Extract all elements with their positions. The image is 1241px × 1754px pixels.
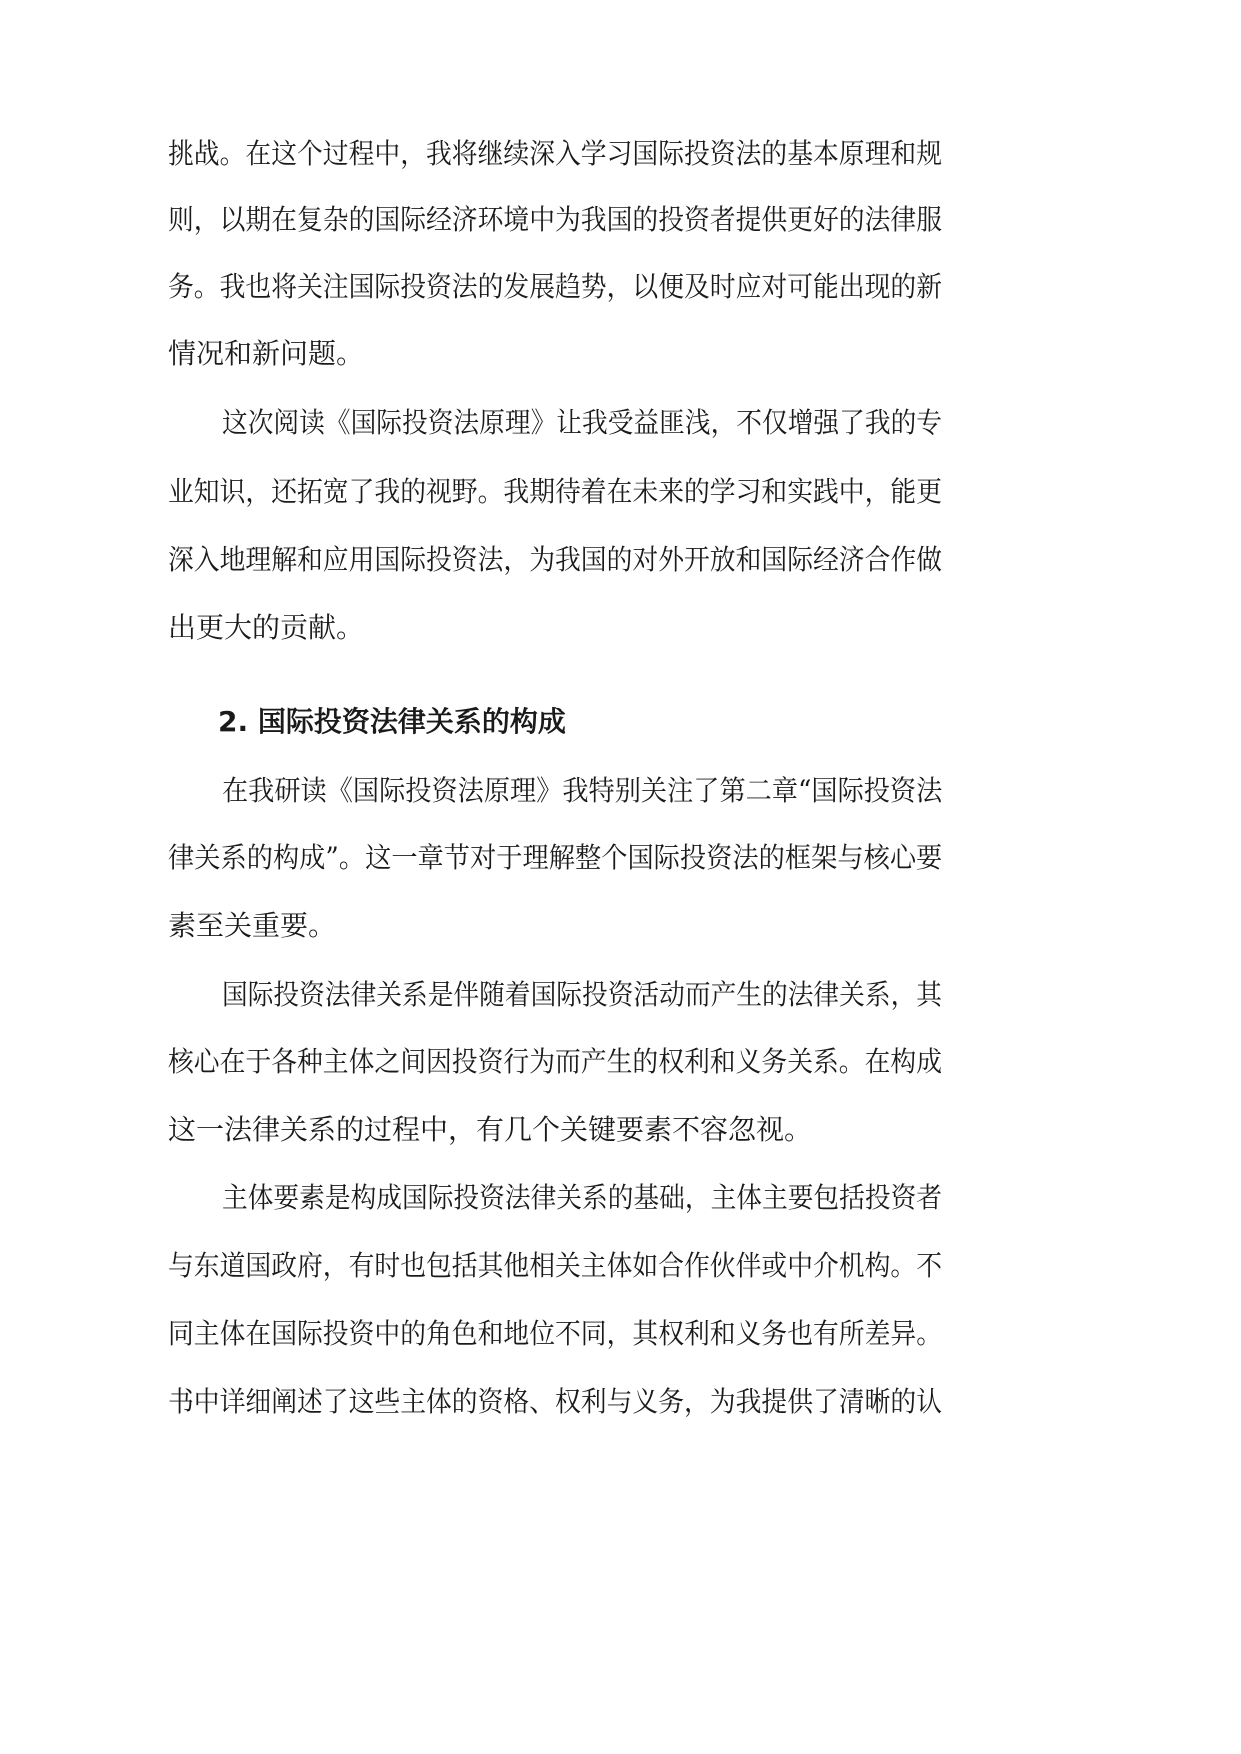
text-line: 出更大的贡献。	[168, 611, 365, 644]
text-line: 书中详细阐述了这些主体的资格、权利与义务，为我提供了清晰的认	[168, 1385, 943, 1418]
text-line: 务。我也将关注国际投资法的发展趋势，以便及时应对可能出现的新	[168, 270, 943, 303]
text-line: 国际投资法律关系是伴随着国际投资活动而产生的法律关系，其	[222, 978, 943, 1011]
text-line: 这次阅读《国际投资法原理》让我受益匪浅，不仅增强了我的专	[222, 406, 943, 439]
text-line: 则，以期在复杂的国际经济环境中为我国的投资者提供更好的法律服	[168, 203, 943, 236]
section-heading: 2. 国际投资法律关系的构成	[218, 705, 566, 738]
text-line: 情况和新问题。	[168, 337, 365, 370]
text-line: 深入地理解和应用国际投资法，为我国的对外开放和国际经济合作做	[168, 543, 943, 576]
text-line: 素至关重要。	[168, 909, 337, 942]
text-line: 业知识，还拓宽了我的视野。我期待着在未来的学习和实践中，能更	[168, 475, 943, 508]
text-line: 挑战。在这个过程中，我将继续深入学习国际投资法的基本原理和规	[168, 137, 943, 170]
text-line: 同主体在国际投资中的角色和地位不同，其权利和义务也有所差异。	[168, 1317, 943, 1350]
text-line: 这一法律关系的过程中，有几个关键要素不容忽视。	[168, 1113, 813, 1146]
text-line: 主体要素是构成国际投资法律关系的基础，主体主要包括投资者	[222, 1181, 943, 1214]
text-line: 与东道国政府，有时也包括其他相关主体如合作伙伴或中介机构。不	[168, 1249, 943, 1282]
text-line: 核心在于各种主体之间因投资行为而产生的权利和义务关系。在构成	[168, 1045, 943, 1078]
text-line: 律关系的构成”。这一章节对于理解整个国际投资法的框架与核心要	[168, 841, 943, 874]
text-line: 在我研读《国际投资法原理》我特别关注了第二章“国际投资法	[222, 774, 943, 807]
